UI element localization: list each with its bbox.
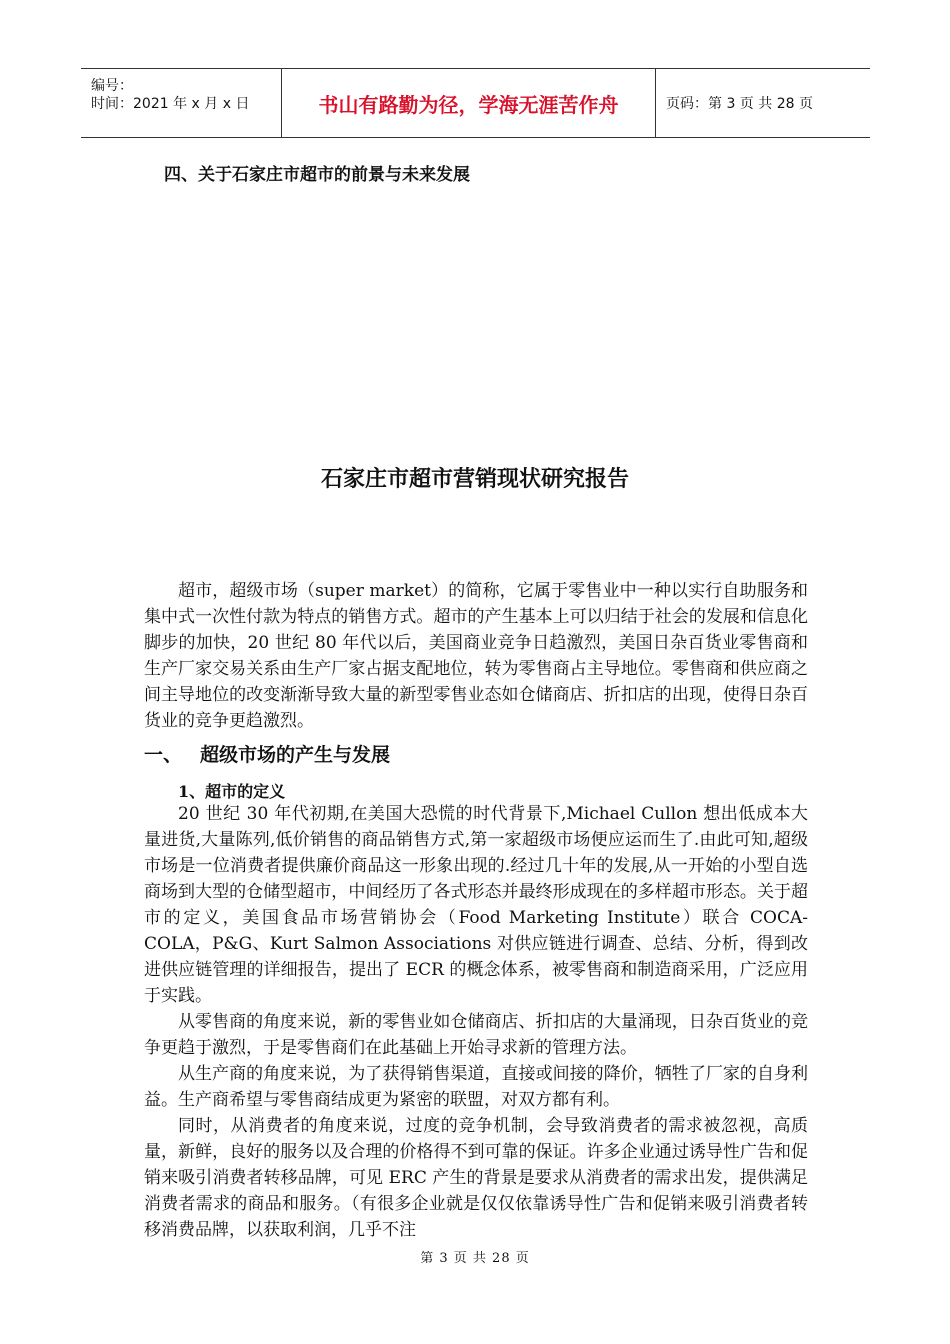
chapter-1-number: 一、 (144, 744, 183, 766)
document-title: 石家庄市超市营销现状研究报告 (320, 467, 629, 492)
header-page-info: 页码：第 3 页 共 28 页 (666, 96, 813, 112)
section-4-heading: 四、关于石家庄市超市的前景与未来发展 (164, 165, 470, 185)
serial-label: 编号： (91, 78, 133, 94)
body-paragraph: 20 世纪 30 年代初期,在美国大恐慌的时代背景下,Michael Cullon 想出低成本大量进货,大量陈列,低价销售的商品销售方式,第一家超级市场便应运而生了.由此可知,超级市场是一位消费者提供廉价商品这一形象出现的.经过几十年的发展,从一开始的小型自选商场到大型的仓储型超市，中间经历了各式形态并最终形成现在的多样超市形态。关于超市的定义，美国食品市场营销协会（Food Marketing Institute）联合 COCA-COLA，P&G、Kurt Salmon Associations 对供应链进行调查、总结、分析，得到改进供应链管理的详细报告，提出了 ECR 的概念体系，被零售商和制造商采用，广泛应用于实践。 (144, 804, 808, 1006)
body-paragraph: 从生产商的角度来说，为了获得销售渠道，直接或间接的降价，牺牲了厂家的自身利益。生产商希望与零售商结成更为紧密的联盟，对双方都有利。 (144, 1064, 808, 1110)
chapter-1-heading (144, 740, 390, 767)
date-label: 时间：2021 年 x 月 x 日 (91, 96, 250, 112)
intro-paragraph-block (144, 578, 808, 734)
intro-paragraph: 超市，超级市场（super market）的简称，它属于零售业中一种以实行自助服务和集中式一次性付款为特点的销售方式。超市的产生基本上可以归结于社会的发展和信息化脚步的加快，20 世纪 80 年代以后，美国商业竞争日趋激烈，美国日杂百货业零售商和生产厂家交易关系由生产厂家占据支配地位，转为零售商占主导地位。零售商和供应商之间主导地位的改变渐渐导致大量的新型零售业态如仓储商店、折扣店的出现，使得日杂百货业的竞争更趋激烈。 (144, 581, 808, 731)
body-paragraph: 同时，从消费者的角度来说，过度的竞争机制，会导致消费者的需求被忽视，高质量，新鲜，良好的服务以及合理的价格得不到可靠的保证。许多企业通过诱导性广告和促销来吸引消费者转移品牌，可见 ERC 产生的背景是要求从消费者的需求出发，提供满足消费者需求的商品和服务。（有很多企业就是仅仅依靠诱导性广告和促销来吸引消费者转移消费品牌，以获取利润，几乎不注 (144, 1116, 808, 1240)
body-paragraph: 从零售商的角度来说，新的零售业如仓储商店、折扣店的大量涌现，日杂百货业的竞争更趋于激烈，于是零售商们在此基础上开始寻求新的管理方法。 (144, 1012, 808, 1058)
header-motto: 书山有路勤为径，学海无涯苦作舟 (282, 69, 656, 137)
page-header (81, 68, 870, 138)
header-meta-cell (81, 69, 282, 137)
subsection-1-heading: 1、超市的定义 (178, 782, 286, 801)
chapter-1-title: 超级市场的产生与发展 (200, 744, 391, 766)
body-paragraphs (144, 801, 808, 1243)
page-footer: 第 3 页 共 28 页 (420, 1251, 530, 1266)
